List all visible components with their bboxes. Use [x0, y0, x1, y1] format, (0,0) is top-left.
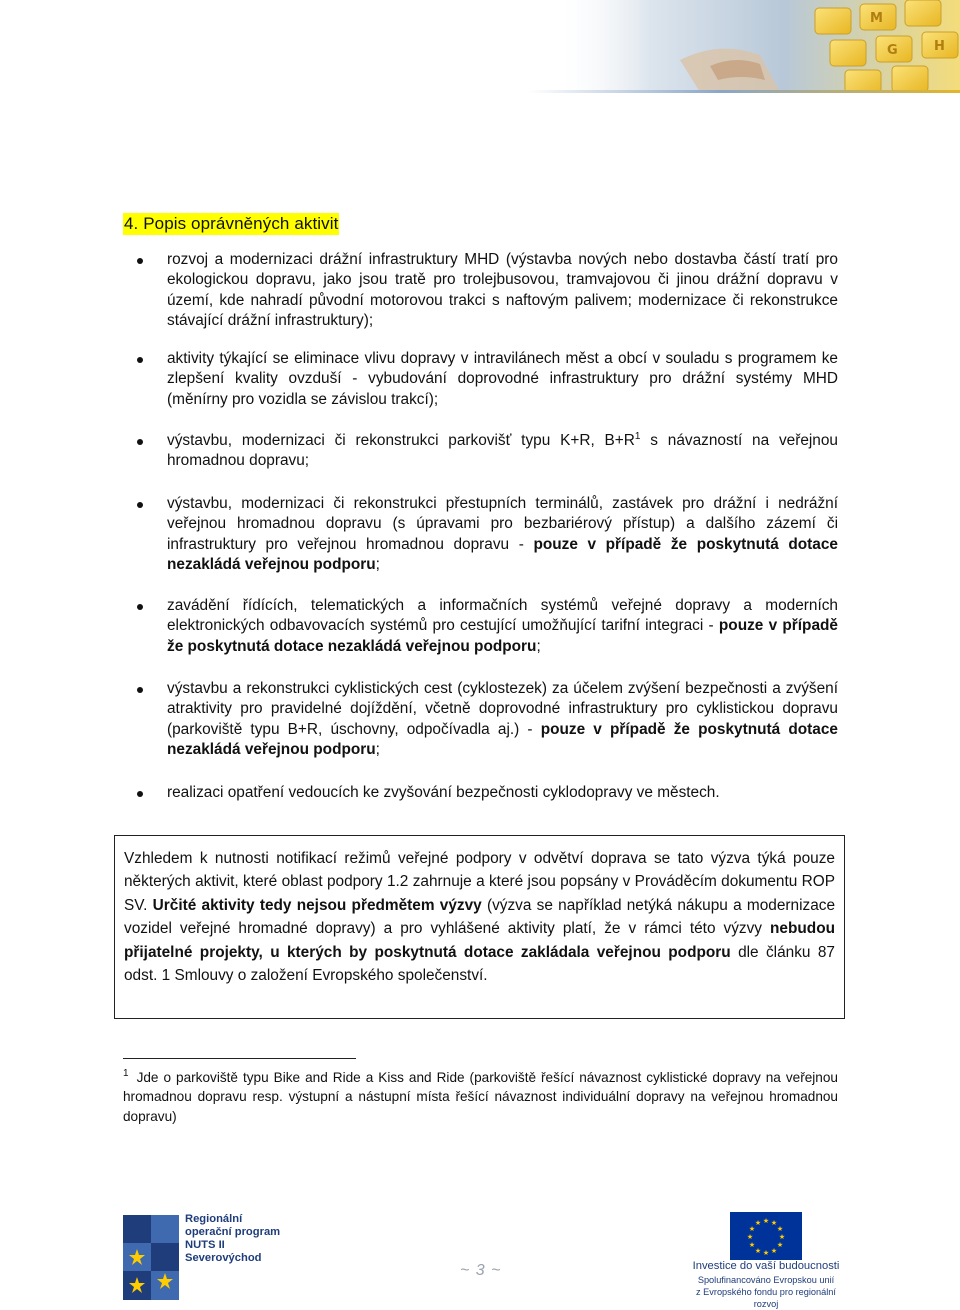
notice-box — [114, 835, 845, 1019]
eu-flag-icon — [730, 1212, 802, 1260]
item-text: výstavbu, modernizaci či rekonstrukci přestupních terminálů, zastávek pro drážní i nedrážní veřejnou hromadnou dopravu (s úpravami pro bezbariérový přístup) a dalšího zázemí či infrastruktury pro veřejnou hromadnou dopravu - — [167, 495, 838, 553]
bullet-icon — [137, 258, 143, 264]
bullet-icon — [137, 604, 143, 610]
rop-logo-line: NUTS II Severovýchod — [185, 1239, 262, 1264]
svg-text:★: ★ — [748, 1241, 756, 1249]
list-item — [167, 494, 838, 575]
list-item — [167, 783, 838, 803]
notice-text: dle článku 87 odst. 1 Smlouvy o založení Evropského společenství. — [124, 943, 835, 985]
item-emphasis: pouze v případě že poskytnutá dotace nezakládá veřejnou podporu — [167, 535, 838, 573]
svg-text:★: ★ — [762, 1217, 770, 1225]
notice-emphasis: Určité aktivity tedy nejsou předmětem výzvy — [152, 896, 482, 914]
footnote-ref[interactable]: 1 — [634, 430, 641, 442]
bullet-icon — [137, 687, 143, 693]
bullet-icon — [137, 357, 143, 363]
rop-logo-text — [185, 1213, 283, 1265]
svg-text:★: ★ — [754, 1247, 762, 1255]
section-title: 4. Popis oprávněných aktivit — [124, 214, 339, 233]
eu-logo-line: Spolufinancováno Evropskou unií — [697, 1275, 835, 1285]
page-number: ~ 3 ~ — [460, 1262, 502, 1279]
eu-logo — [686, 1212, 846, 1309]
item-end: ; — [375, 740, 380, 758]
svg-text:★: ★ — [748, 1225, 756, 1233]
list-item — [167, 250, 838, 331]
eu-logo-subtitle — [686, 1274, 846, 1310]
svg-text:★: ★ — [746, 1233, 754, 1241]
notice-emphasis: nebudou přijatelné projekty, u kterých by poskytnutá dotace zakládala veřejnou podporu — [124, 920, 835, 961]
notice-text: (výzva se například netýká nákupu a modernizace vozidel veřejné hromadné dopravy) a pro vyhlášené aktivity platí, že v rámci této výzvy — [124, 896, 836, 938]
svg-text:★: ★ — [776, 1241, 784, 1249]
svg-text:★: ★ — [776, 1225, 784, 1233]
item-text: výstavbu, modernizaci či rekonstrukci parkovišť typu K+R, B+R — [167, 432, 635, 449]
svg-text:M: M — [870, 11, 883, 26]
header-banner — [0, 0, 960, 92]
item-text: zavádění řídících, telematických a informačních systémů veřejné dopravy a moderních elektronických odbavovacích systémů pro cestující umožňující tarifní integraci - — [167, 597, 838, 635]
item-text: realizaci opatření vedoucích ke zvyšování bezpečnosti cyklodopravy ve městech. — [167, 784, 720, 801]
svg-text:H: H — [934, 39, 945, 54]
notice-text: Vzhledem k nutnosti notifikací režimů veřejné podpory v odvětví doprava se tato výzva týká pouze některých aktivit, které oblast podpory 1.2 zahrnuje a které jsou popsány v Prováděcím dokumentu ROP SV. — [124, 850, 835, 914]
bullet-icon — [137, 502, 143, 508]
rop-logo — [123, 1215, 283, 1300]
svg-text:★: ★ — [770, 1219, 778, 1227]
rop-stars-icon — [123, 1215, 179, 1300]
svg-text:★: ★ — [754, 1219, 762, 1227]
banner-fade — [0, 0, 650, 92]
footnote-rule — [123, 1058, 356, 1059]
list-item — [167, 431, 838, 472]
eu-logo-title: Investice do vaší budoucnosti — [692, 1260, 840, 1272]
svg-text:G: G — [887, 43, 898, 58]
footnote-number: 1 — [123, 1068, 129, 1080]
svg-text:★: ★ — [770, 1247, 778, 1255]
list-item — [167, 349, 838, 410]
keyboard-banner-image — [640, 0, 960, 92]
bullet-icon — [137, 439, 143, 445]
item-text: výstavbu a rekonstrukci cyklistických cest (cyklostezek) za účelem zvýšení bezpečnosti a zvýšení atraktivity pro pravidelné dojíždění, včetně doprovodné infrastruktury pro cyklistickou dopravu (parkoviště typu B+R, úschovny, odpočívadla aj.) - — [167, 680, 838, 738]
svg-text:★: ★ — [778, 1233, 786, 1241]
item-end: ; — [536, 637, 541, 655]
item-text: aktivity týkající se eliminace vlivu dopravy v intravilánech měst a obcí v souladu s programem ke zlepšení kvality ovzduší - vybudování doprovodné infrastruktury pro drážní systémy MHD (měnírny pro vozidla se závislou trakcí); — [167, 350, 838, 408]
eu-logo-line: z Evropského fondu pro regionální rozvoj — [696, 1287, 836, 1309]
item-text: s návazností na veřejnou hromadnou dopravu; — [167, 432, 838, 470]
rop-logo-line: Regionální — [185, 1213, 243, 1225]
header-divider — [0, 90, 960, 93]
footnote — [123, 1068, 838, 1126]
footnote-text: Jde o parkoviště typu Bike and Ride a Kiss and Ride (parkoviště řešící návaznost cyklistické dopravy na veřejnou hromadnou dopravu resp. výstupní a nástupní místa řešící návaznost individuální dopravy na veřejnou hromadnou dopravu) — [123, 1070, 838, 1124]
svg-text:★: ★ — [762, 1249, 770, 1257]
list-item — [167, 596, 838, 657]
item-text: rozvoj a modernizaci drážní infrastruktury MHD (výstavba nových nebo dostavba částí tratí pro ekologickou dopravu, jako jsou tratě pro trolejbusovou, tramvajovou či jinou drážní dopravu v území, kde nahradí původní motorovou trakci s naftovým palivem; modernizace či rekonstrukce stávající drážní infrastruktury); — [167, 251, 838, 329]
item-emphasis: pouze v případě že poskytnutá dotace nezakládá veřejnou podporu — [167, 720, 838, 758]
bullet-icon — [137, 791, 143, 797]
list-item — [167, 679, 838, 760]
item-end: ; — [375, 555, 380, 573]
item-emphasis: pouze v případě že poskytnutá dotace nezakládá veřejnou podporu — [167, 617, 838, 655]
rop-logo-line: operační program — [185, 1226, 281, 1238]
